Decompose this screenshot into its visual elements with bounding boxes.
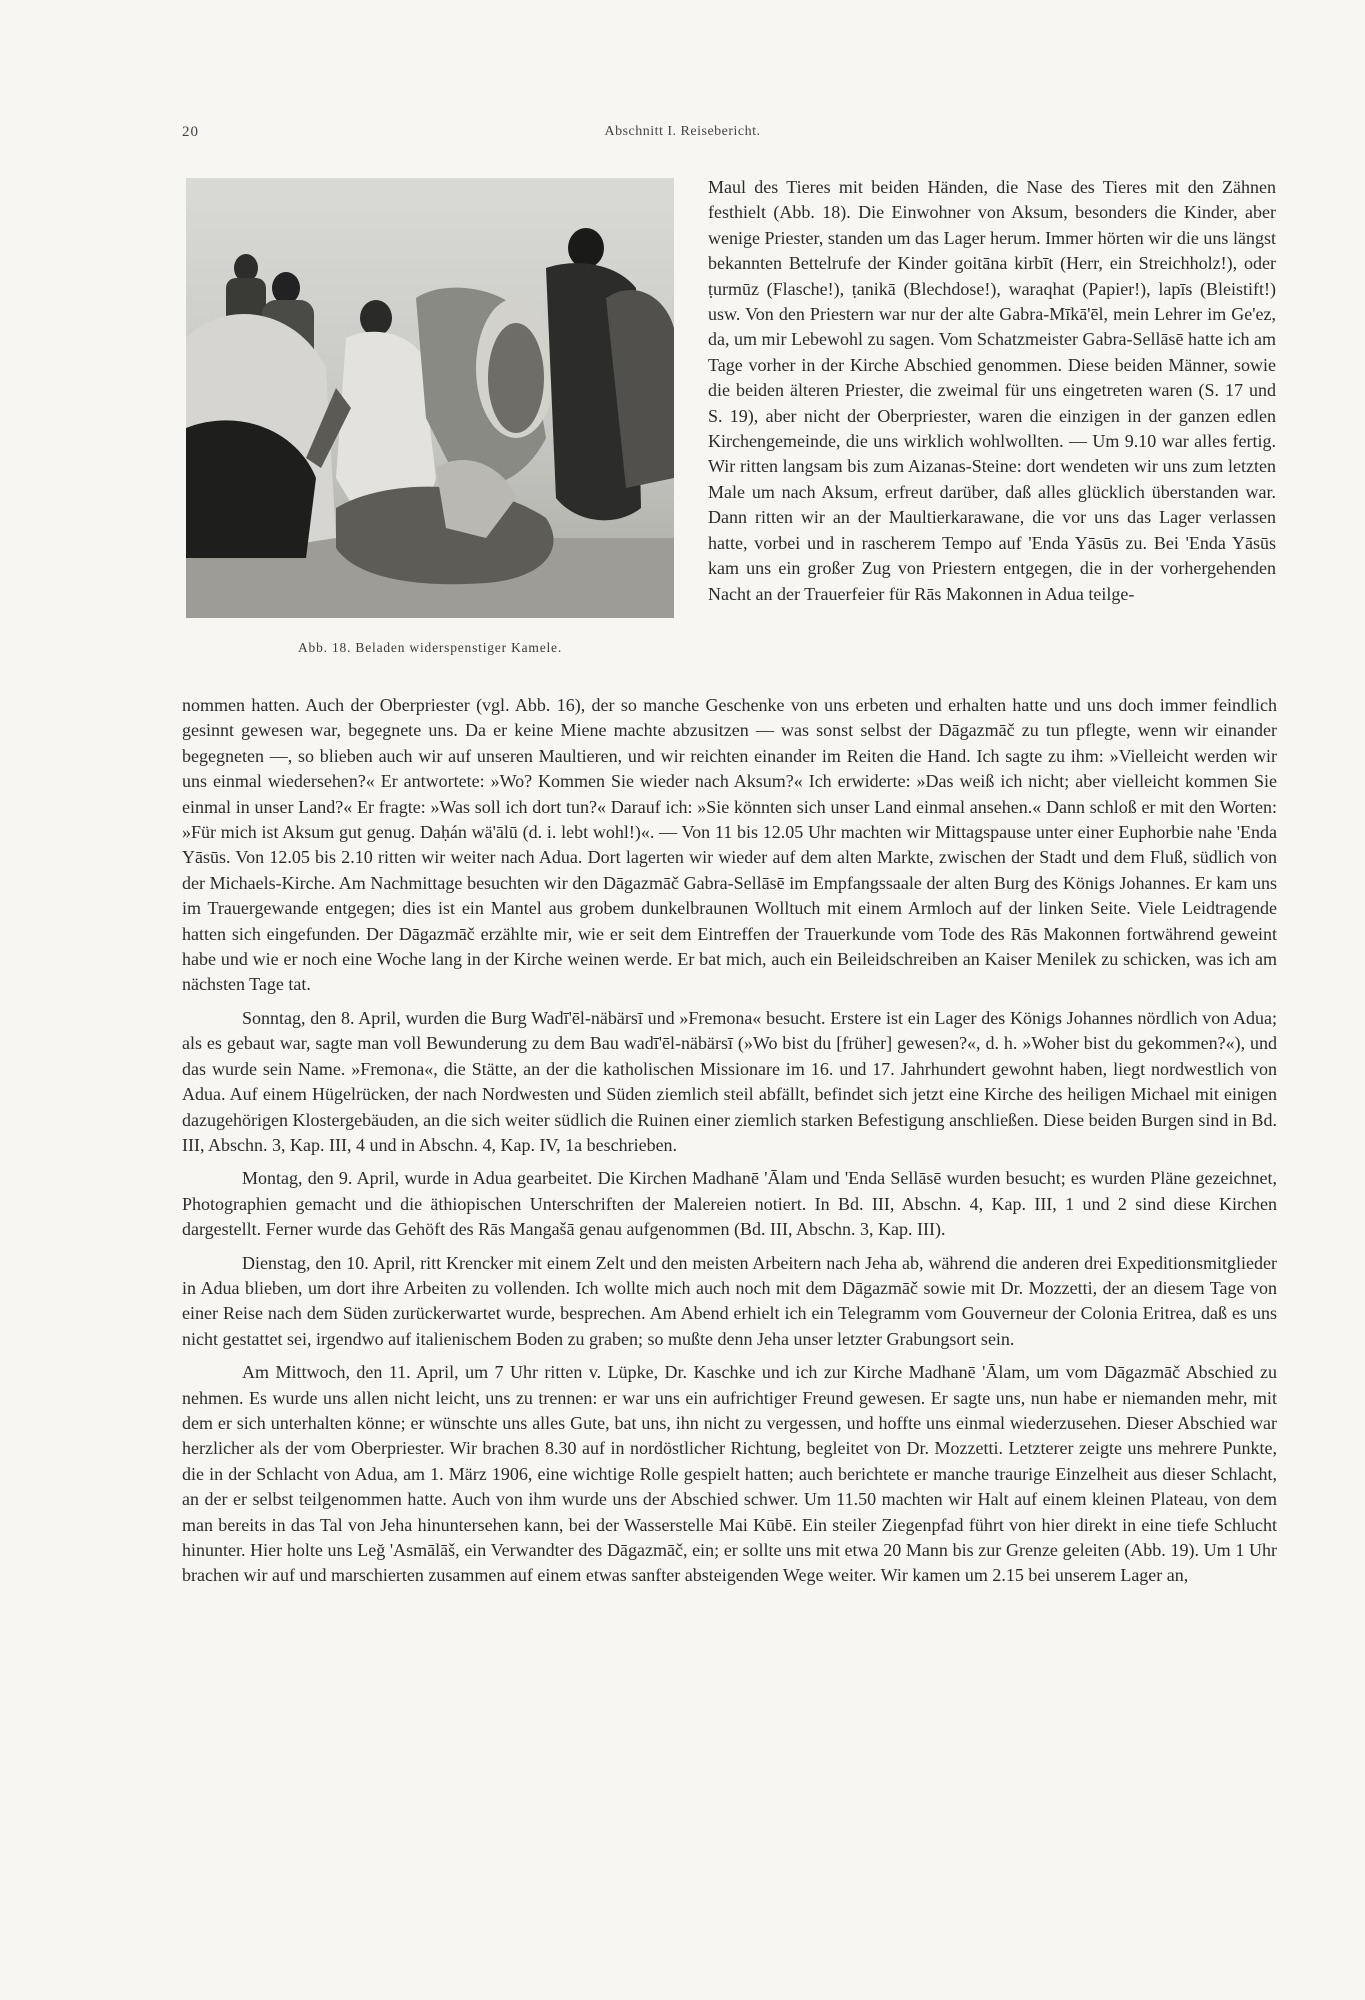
column-text: Maul des Tieres mit beiden Händen, die Nase des Tieres mit den Zähnen festhielt (Abb. 18). Die Einwohner von Aksum, besonders die Kinder, aber wenige Priester, standen um das Lager herum. Immer hörten wir die uns längst bekannten Bettelrufe der Kinder goitāna kirbīt (Herr, ein Streichholz!), oder ṭurmūz (Flasche!), ṭanikā (Blechdose!), waraqhat (Papier!), lapīs (Bleistift!) usw. Von den Priestern war nur der alte Gabra-Mīkā'ēl, mein Lehrer im Ge'ez, da, um mir Lebewohl zu sagen. Vom Schatzmeister Gabra-Sellāsē hatte ich am Tage vorher in der Kirche Abschied genommen. Diese beiden Männer, sowie die beiden älteren Priester, die zweimal für uns eingetreten waren (S. 17 und S. 19), aber nicht der Oberpriester, waren die einzigen in der ganzen edlen Kirchengemeinde, die uns wirklich wohlwollten. — Um 9.10 war alles fertig. Wir ritten langsam bis zum Aizanas-Steine: dort wendeten wir uns zum letzten Male um nach Aksum, erfreut darüber, daß alles glücklich überstanden war. Dann ritten wir an der Maultierkarawane, die vor uns das Lager verlassen hatte, vorbei und in rascherem Tempo auf 'Enda Yāsūs zu. Bei 'Enda Yāsūs kam uns ein großer Zug von Priestern entgegen, die in der vorhergehenden Nacht an der Trauerfeier für Rās Makonnen in Adua teilge- [708,177,1276,604]
paragraph-2: Sonntag, den 8. April, wurden die Burg Wadī'ēl-näbärsī und »Fremona« besucht. Erstere ist ein Lager des Königs Johannes nördlich von Adua; als es gebaut war, sagte man voll Bewunderung zu dem Bau wadī'ēl-näbärsī (»Wo bist du [früher] gewesen?«, d. h. »Woher bist du gekommen?«), und das wurde sein Name. »Fremona«, die Stätte, an der die katholischen Missionare im 16. und 17. Jahrhundert gewohnt haben, liegt nordwestlich von Adua. Auf einem Hügelrücken, der nach Nordwesten und Süden ziemlich steil abfällt, befindet sich jetzt eine Kirche des heiligen Michael mit einigen dazugehörigen Klostergebäuden, an die sich weiter südlich die Ruinen einer ziemlich starken Befestigung anschließen. Diese beiden Burgen sind in Bd. III, Abschn. 3, Kap. III, 4 und in Abschn. 4, Kap. IV, 1a beschrieben. [182,1007,1277,1155]
figure-caption: Abb. 18. Beladen widerspenstiger Kamele. [297,640,563,655]
paragraph-4: Dienstag, den 10. April, ritt Krencker mit einem Zelt und den meisten Arbeitern nach Jeha ab, während die anderen drei Expeditionsmitglieder in Adua blieben, um dort ihre Arbeiten zu vollenden. Ich wollte mich auch noch mit dem Dāgazmāč sowie mit Dr. Mozzetti, der an diesem Tage von einer Reise nach dem Süden zurückerwartet wurde, besprechen. Am Abend erhielt ich ein Telegramm vom Gouverneur der Colonia Eritrea, daß es uns nicht gestattet sei, irgendwo auf italienischem Boden zu graben; so mußte denn Jeha unser letzter Grabungsort sein. [182,1252,1277,1349]
paragraph-3: Montag, den 9. April, wurde in Adua gearbeitet. Die Kirchen Madhanē 'Ālam und 'Enda Sellāsē wurden besucht; es wurden Pläne gezeichnet, Photographien gemacht und die äthiopischen Unterschriften der Malereien notiert. In Bd. III, Abschn. 4, Kap. III, 1 und 2 sind diese Kirchen dargestellt. Ferner wurde das Gehöft des Rās Mangašā genau aufgenommen (Bd. III, Abschn. 3, Kap. III). [182,1168,1277,1240]
camels-photo-image [186,178,674,618]
paragraph-5: Am Mittwoch, den 11. April, um 7 Uhr ritten v. Lüpke, Dr. Kaschke und ich zur Kirche Madhanē 'Ālam, um vom Dāgazmāč Abschied zu nehmen. Es wurde uns allen nicht leicht, uns zu trennen: er war uns ein aufrichtiger Freund gewesen. Er sagte uns, nun habe er niemanden mehr, mit dem er sich unterhalten könne; er wünschte uns alles Gute, bat uns, ihn nicht zu vergessen, und hoffte uns einmal wiederzusehen. Dieser Abschied war herzlicher als der vom Oberpriester. Wir brachen 8.30 auf in nordöstlicher Richtung, begleitet von Dr. Mozzetti. Letzterer zeigte uns mehrere Punkte, die in der Schlacht von Adua, am 1. März 1906, eine wichtige Rolle gespielt hatten; auch berichtete er manche traurige Einzelheit aus dieser Schlacht, an der er selbst teilgenommen hatte. Auch von ihm wurde uns der Abschied schwer. Um 11.50 machten wir Halt auf einem kleinen Plateau, von dem man bereits in das Tal von Jeha hinuntersehen kann, bei der Wasserstelle Mai Kūbē. Ein steiler Ziegenpfad führt von hier direkt in eine tiefe Schlucht hinunter. Hier holte uns Leğ 'Asmālāš, ein Verwandter des Dāgazmāč, ein; er sollte uns mit etwa 20 Mann bis zur Grenze geleiten (Abb. 19). Um 1 Uhr brachen wir auf und marschierten zusammen auf einem etwas sanfter absteigenden Wege weiter. Wir kamen um 2.15 bei unserem Lager an, [182,1362,1277,1586]
running-head: Abschnitt I. Reisebericht. [604,124,761,139]
figure-photo [186,178,674,618]
body-text [182,693,1277,1589]
page-number: 20 [182,124,199,140]
paragraph-1: nommen hatten. Auch der Oberpriester (vgl. Abb. 16), der so manche Geschenke von uns erbeten und erhalten hatte und uns doch immer feindlich gesinnt gewesen war, begegnete uns. Da er keine Miene machte abzusitzen — was sonst selbst der Dāgazmāč zu tun pflegte, wenn wir einander begegneten —, so blieben auch wir auf unseren Maultieren, und wir reichten einander im Reiten die Hand. Ich sagte zu ihm: »Vielleicht werden wir uns einmal wiedersehen?« Er antwortete: »Wo? Kommen Sie wieder nach Aksum?« Ich erwiderte: »Das weiß ich nicht; aber vielleicht kommen Sie einmal in unser Land?« Er fragte: »Was soll ich dort tun?« Darauf ich: »Sie könnten sich unser Land einmal ansehen.« Dann schloß er mit den Worten: »Für mich ist Aksum gut genug. Daḥán wä'ālū (d. i. lebt wohl!)«. — Von 11 bis 12.05 Uhr machten wir Mittagspause unter einer Euphorbie nahe 'Enda Yāsūs. Von 12.05 bis 2.10 ritten wir weiter nach Adua. Dort lagerten wir wieder auf dem alten Markte, zwischen der Stadt und dem Fluß, südlich von der Michaels-Kirche. Am Nachmittage besuchten wir den Dāgazmāč Gabra-Sellāsē im Empfangssaale der alten Burg des Königs Johannes. Er kam uns im Trauergewande entgegen; dies ist ein Mantel aus grobem dunkelbraunen Wolltuch mit einem Armloch auf der linken Seite. Viele Leidtragende hatten sich eingefunden. Der Dāgazmāč erzählte mir, wie er seit dem Eintreffen der Trauerkunde vom Tode des Rās Makonnen fortwährend geweint habe und wie er noch eine Woche lang in der Kirche weinen werde. Er bat mich, auch ein Beileidschreiben an Kaiser Menilek zu schicken, was ich am nächsten Tage tat. [182,695,1277,995]
